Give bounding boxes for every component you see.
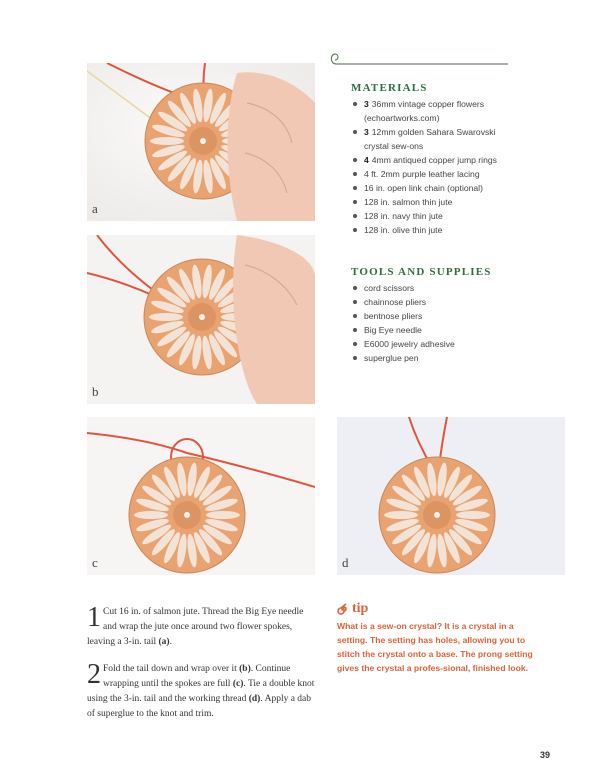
photo-d <box>337 417 565 575</box>
tools-item: chainnose pliers <box>351 295 551 309</box>
copper-flower <box>129 457 245 573</box>
photo-a-image <box>87 63 315 221</box>
materials-item: 3 36mm vintage copper flowers (echoartworks.com) <box>351 97 551 125</box>
photo-b-label: b <box>92 384 99 399</box>
photo-b-image <box>87 235 315 404</box>
step-1: 1 Cut 16 in. of salmon jute. Thread the Big Eye needle and wrap the jute once around two flower spokes, leaving a 3-in. tail (a). <box>87 602 304 647</box>
step-number: 2 <box>87 659 101 690</box>
tip-spiral-icon <box>337 603 349 615</box>
tools-item: E6000 jewelry adhesive <box>351 337 551 351</box>
tip-title: tip <box>352 601 369 616</box>
tools-item: Big Eye needle <box>351 323 551 337</box>
photo-c-label: c <box>92 555 98 570</box>
materials-item: 3 12mm golden Sahara Swarovski crystal sew-ons <box>351 125 551 153</box>
materials-item: 16 in. open link chain (optional) <box>351 181 551 195</box>
step-number: 1 <box>87 602 101 633</box>
tools-item: cord scissors <box>351 281 551 295</box>
tools-title: TOOLS AND SUPPLIES <box>351 266 492 278</box>
photo-c <box>87 417 315 575</box>
tools-list <box>351 281 551 365</box>
tip-box <box>337 601 542 675</box>
materials-section <box>351 82 551 237</box>
photo-b <box>87 235 315 404</box>
photo-d-image <box>337 417 565 575</box>
tools-item: superglue pen <box>351 351 551 365</box>
materials-title: MATERIALS <box>351 82 428 94</box>
tip-heading <box>337 601 542 617</box>
materials-item: 4 4mm antiqued copper jump rings <box>351 153 551 167</box>
tools-section <box>351 266 551 365</box>
step-2: 2 Fold the tail down and wrap over it (b). Continue wrapping until the spokes are full (c). Tie a double knot using the 3-in. tail and the working thread (d). Apply a dab of superglue to the knot and trim. <box>87 659 315 719</box>
copper-flower <box>379 457 495 573</box>
materials-item: 128 in. salmon thin jute <box>351 195 551 209</box>
photo-c-image <box>87 417 315 575</box>
materials-list <box>351 97 551 237</box>
photo-a-label: a <box>92 201 98 216</box>
page-number: 39 <box>540 750 551 760</box>
materials-item: 4 ft. 2mm purple leather lacing <box>351 167 551 181</box>
tools-item: bentnose pliers <box>351 309 551 323</box>
photo-a <box>87 63 315 221</box>
photo-d-label: d <box>342 555 349 570</box>
header-rule <box>326 52 508 70</box>
tip-text: What is a sew-on crystal? It is a crystal in a setting. The setting has holes, allowing you to stitch the crystal onto a base. The prong setting gives the crystal a profes-sional, finished look. <box>337 621 533 673</box>
materials-item: 128 in. navy thin jute <box>351 209 551 223</box>
materials-item: 128 in. olive thin jute <box>351 223 551 237</box>
